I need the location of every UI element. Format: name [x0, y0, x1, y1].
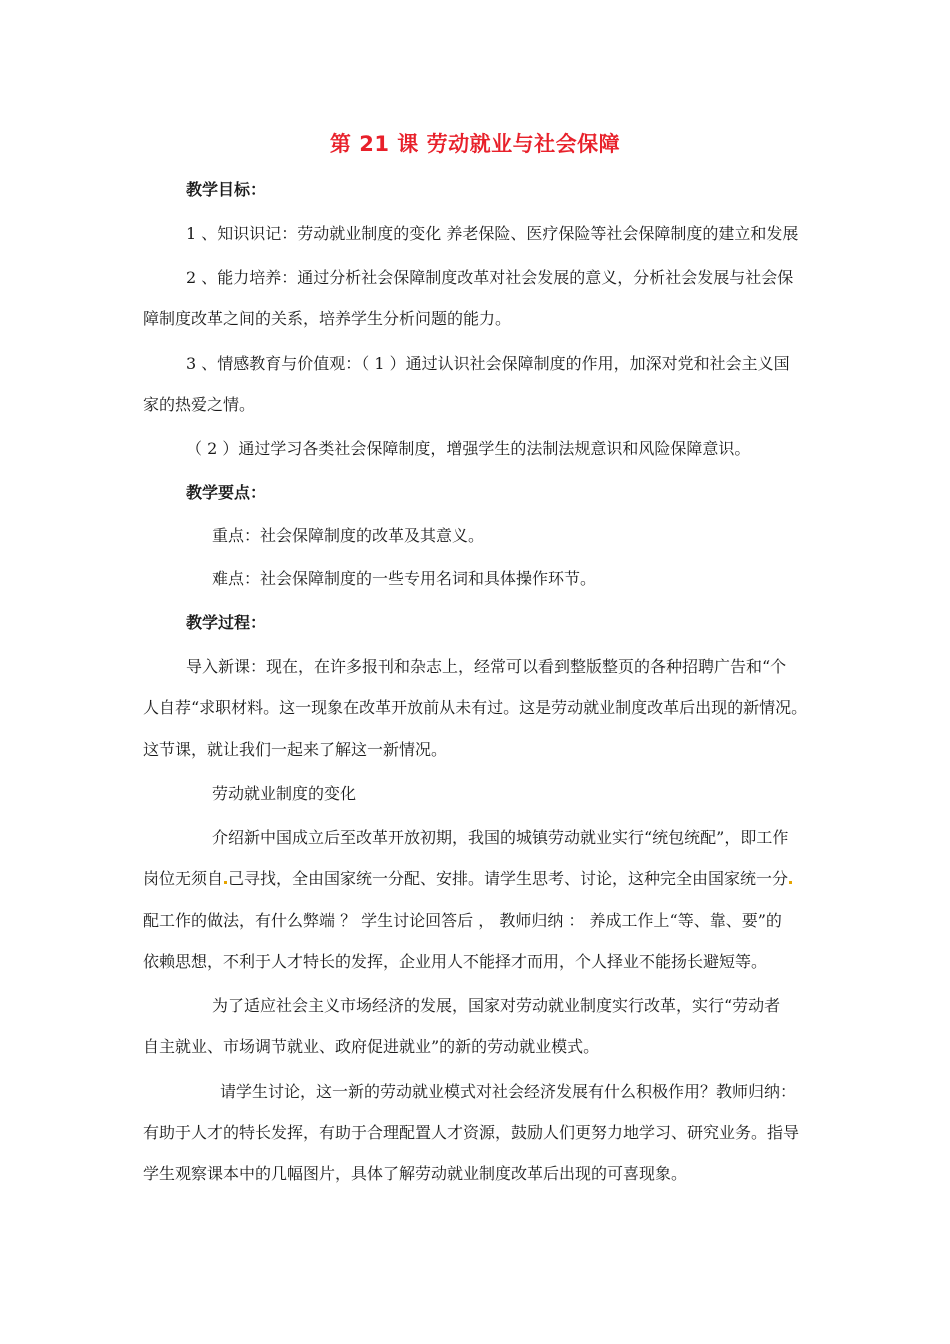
goal-1: 1 、知识识记：劳动就业制度的变化 养老保险、医疗保险等社会保障制度的建立和发展 [186, 224, 799, 243]
paragraph-3-line-3: 学生观察课本中的几幅图片，具体了解劳动就业制度改革后出现的可喜现象。 [143, 1164, 688, 1183]
paragraph-1-line-2 [143, 869, 793, 889]
keypoint-focus: 重点：社会保障制度的改革及其意义。 [212, 526, 485, 545]
paragraph-1-line-1: 介绍新中国成立后至改革开放初期，我国的城镇劳动就业实行“统包统配”，即工作 [212, 828, 789, 847]
paragraph-1-line-2-part-b: 己寻找，全由国家统一分配、安排。请学生思考、讨论，这种完全由国家统一分 [228, 869, 789, 888]
paragraph-3-line-1: 请学生讨论，这一新的劳动就业模式对社会经济发展有什么积极作用？教师归纳： [220, 1082, 797, 1101]
process-heading: 教学过程： [186, 613, 267, 632]
intro-line-3: 这节课，就让我们一起来了解这一新情况。 [143, 740, 448, 759]
subtopic-heading: 劳动就业制度的变化 [212, 784, 357, 803]
paragraph-1-line-4: 依赖思想，不利于人才特长的发挥，企业用人不能择才而用，个人择业不能扬长避短等。 [143, 952, 768, 971]
keypoint-difficulty: 难点：社会保障制度的一些专用名词和具体操作环节。 [212, 569, 597, 588]
paragraph-2-line-1: 为了适应社会主义市场经济的发展，国家对劳动就业制度实行改革，实行“劳动者 [212, 996, 781, 1015]
paragraph-1-line-2-part-a: 岗位无须自 [143, 869, 224, 888]
goal-3-line-1: 3 、情感教育与价值观：（ 1 ）通过认识社会保障制度的作用，加深对党和社会主义国 [186, 354, 790, 373]
keypoints-heading: 教学要点： [186, 483, 267, 502]
paragraph-3-line-2: 有助于人才的特长发挥，有助于合理配置人才资源，鼓励人们更努力地学习、研究业务。指导 [143, 1123, 800, 1142]
intro-line-2: 人自荐“求职材料。这一现象在改革开放前从未有过。这是劳动就业制度改革后出现的新情况。 [143, 698, 808, 717]
edit-mark [789, 881, 792, 884]
goal-2-line-2: 障制度改革之间的关系，培养学生分析问题的能力。 [143, 309, 512, 328]
edit-mark [224, 881, 227, 884]
goal-3-line-2: 家的热爱之情。 [143, 395, 256, 414]
paragraph-2-line-2: 自主就业、市场调节就业、政府促进就业”的新的劳动就业模式。 [143, 1037, 600, 1056]
intro-line-1: 导入新课：现在，在许多报刊和杂志上，经常可以看到整版整页的各种招聘广告和“个 [186, 657, 787, 676]
goal-3-sub-2: （ 2 ）通过学习各类社会保障制度，增强学生的法制法规意识和风险保障意识。 [186, 439, 751, 458]
goals-heading: 教学目标： [186, 180, 267, 199]
paragraph-1-line-3: 配工作的做法，有什么弊端 ？ 学生讨论回答后 ， 教师归纳 ： 养成工作上“等、靠、要”的 [143, 911, 782, 930]
goal-2-line-1: 2 、能力培养：通过分析社会保障制度改革对社会发展的意义，分析社会发展与社会保 [186, 268, 794, 287]
page-title: 第 21 课 劳动就业与社会保障 [329, 132, 621, 156]
